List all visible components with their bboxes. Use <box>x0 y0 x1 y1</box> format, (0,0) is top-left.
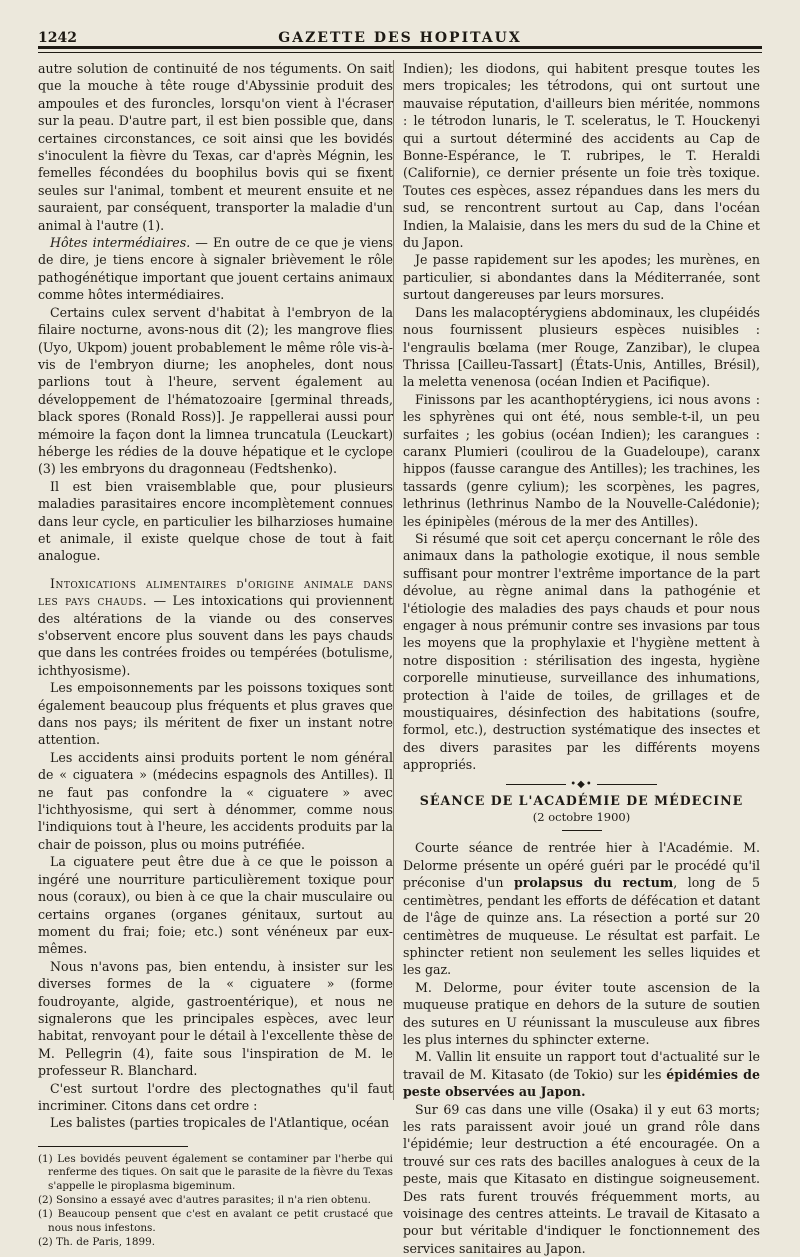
paragraph <box>403 1048 760 1100</box>
section-lead: Intoxications alimentaires d'origine animale dans les pays chauds. <box>38 575 393 609</box>
left-column <box>38 60 393 1251</box>
footnote: (2) Th. de Paris, 1899. <box>38 1236 156 1249</box>
paragraph: Je passe rapidement sur les apodes; les murènes, en particulier, si abondantes dans la Méditerranée, sont surtout dangereuses par leurs morsures. <box>403 252 760 303</box>
bold-term: prolapsus du rectum <box>513 875 674 891</box>
paragraph: Si résumé que soit cet aperçu concernant le rôle des animaux dans la pathologie exotique, il nous semble suffisant pour montrer l'extrême importance de la part dévolue, au règne animal dans la pathogénie et l'étiologie des maladies des pays chauds et pour nous engager à nous prémunir contre ses invasions par tous les moyens que la prophylaxie et l'hygiène mettent à notre disposition : stérilisation des ingesta, hygiène corporelle minutieuse, surveillance des inhumations, protection à l'aide de toiles, de grillages et de moustiquaires, désinfection des habitations (soufre, formol, etc.), destruction systématique des insectes et des divers parasites par les différents moyens appropriés. <box>403 530 760 773</box>
paragraph: Il est bien vraisemblable que, pour plusieurs maladies parasitaires encore incomplètement connues dans leur cycle, en particulier les bilharzioses humaine et animale, il existe quelque chose de tout à fait analogue. <box>38 478 393 564</box>
paragraph: M. Delorme, pour éviter toute ascension de la muqueuse pratique en dehors de la suture de soutien des sutures en U réunissant la musculeuse aux fibres les plus internes du sphincter externe. <box>403 979 760 1047</box>
paragraph: Les accidents ainsi produits portent le nom général de « ciguatera » (médecins espagnols des Antilles). Il ne faut pas confondre la « ciguatere » avec l'ichthyosisme, qui sert à dénommer, comme nous l'indiquions tout à l'heure, les accidents produits par la chair de poisson, plus ou moins putréfiée. <box>38 749 393 852</box>
paragraph: Dans les malacoptérygiens abdominaux, les clupéidés nous fournissent plusieurs espèces nuisibles : l'engraulis bœlama (mer Rouge, Zanzibar), le clupea Thrissa [Cailleu-Tassart] (États-Unis, Antilles, Brésil), la meletta venenosa (océan Indien et Pacifique). <box>403 304 760 390</box>
paragraph: C'est surtout l'ordre des plectognathes qu'il faut incriminer. Citons dans cet ordre : <box>38 1080 393 1113</box>
bold-term: épidémies de peste observées au Japon. <box>403 1066 760 1100</box>
footnote: (1) Beaucoup pensent que c'est en avalant ce petit crustacé que nous nous infestons. <box>38 1208 393 1234</box>
paragraph <box>403 839 760 978</box>
paragraph: Finissons par les acanthoptérygiens, ici nous avons : les sphyrènes qui ont été, nous semble-t-il, un peu surfaites ; les gobius (océan Indien); les carangues : caranx Plumieri (coulirou de la Guadeloupe), caranx hippos (fausse carangue des Antilles); les trachines, les tassards (genre cylium); les scorpènes, les pagres, lethrinus (lethrinus Nambo de la Nouvelle-Calédonie); les épinipèles (mérous de la mer des Antilles). <box>403 391 760 529</box>
paragraph: Certains culex servent d'habitat à l'embryon de la filaire nocturne, avons-nous dit (2); les mangrove flies (Uyo, Ukpom) jouent probablement le même rôle vis-à-vis de l'embryon diurne; les anopheles, dont nous parlions tout à l'heure, servent également au développement de l'hématozoaire [germinal threads, black spores (Ronald Ross)]. Je rappellerai aussi pour mémoire la façon dont la limnea truncatula (Leuckart) héberge les rédies de la douve hépatique et le cyclope (3) les embryons du dragonneau (Fedtshenko). <box>38 304 393 477</box>
paragraph: La ciguatere peut être due à ce que le poisson a ingéré une nourriture particulièrement toxique pour nous (coraux), ou bien à ce que la chair musculaire ou certains organes (organes génitaux, surtout au moment du frai; foie; etc.) sont vénéneux par eux-mêmes. <box>38 854 393 957</box>
footnote: (2) Sonsino a essayé avec d'autres parasites; il n'a rien obtenu. <box>38 1194 371 1206</box>
short-rule <box>562 830 602 831</box>
ornament-separator: •◆• <box>403 780 760 790</box>
header-rule-thick <box>38 46 762 49</box>
paragraph: Les balistes (parties tropicales de l'Atlantique, océan <box>50 1115 390 1131</box>
footnote: (1) Les bovidés peuvent également se contaminer par l'herbe qui renferme des tiques. On sait que le parasite de la fièvre du Texas s'appelle le piroplasma bigeminum. <box>38 1152 393 1192</box>
paragraph-text: , long de 5 centimètres, pendant les efforts de défécation et datant de l'âge de quinze ans. La résection a porté sur 20 centimètres de muqueuse. Le résultat est parfait. Le sphincter retient non seulement les selles liquides et les gaz. <box>403 875 760 978</box>
header-rule-thin <box>38 52 762 53</box>
page-number: 1242 <box>38 30 77 46</box>
paragraph <box>38 234 393 304</box>
column-divider <box>393 60 394 1100</box>
section-lead: Hôtes intermédiaires. <box>50 235 191 251</box>
paragraph-text: M. Vallin lit ensuite un rapport tout d'actualité sur le travail de M. Kitasato (de Tokio) sur les <box>403 1049 760 1082</box>
paragraph: Les empoisonnements par les poissons toxiques sont également beaucoup plus fréquents et plus graves que dans nos pays; ils méritent de fixer un instant notre attention. <box>38 680 393 748</box>
paragraph-body: — Les intoxications qui proviennent des altérations de la viande ou des conserves s'observent encore plus souvent dans les pays chauds que dans les contrées froides ou tempérées (botulisme, ichthyosisme). <box>38 593 393 678</box>
paragraph: Nous n'avons pas, bien entendu, à insister sur les diverses formes de la « ciguatere » (forme foudroyante, algide, gastroentérique), et nous ne signalerons que les principales espèces, avec leur habitat, renvoyant pour le détail à l'excellente thèse de M. Pellegrin (4), faite sous l'inspiration de M. le professeur R. Blanchard. <box>38 958 393 1079</box>
seance-title: SÉANCE DE L'ACADÉMIE DE MÉDECINE <box>419 792 744 808</box>
right-column <box>403 60 760 1257</box>
paragraph: autre solution de continuité de nos téguments. On sait que la mouche à tête rouge d'Abyssinie produit des ampoules et des furoncles, lorsqu'on vient à l'écraser sur la peau. D'autre part, il est bien possible que, dans certaines circonstances, ce soit ainsi que les bovidés s'inoculent la fièvre du Texas, car d'après Mégnin, les femelles fécondées du boophilus bovis qui se fixent seules sur l'animal, tombent et meurent ensuite et ne sauraient, par conséquent, transporter la maladie d'un animal à l'autre (1). <box>38 61 393 233</box>
footnotes <box>38 1153 393 1250</box>
paragraph-body: — En outre de ce que je viens de dire, je tiens encore à signaler brièvement le rôle pathogénétique important que jouent certains animaux comme hôtes intermédiaires. <box>38 235 393 303</box>
paragraph: Sur 69 cas dans une ville (Osaka) il y eut 63 morts; les rats paraissent avoir joué un grand rôle dans l'épidémie; leur destruction a été encouragée. On a trouvé sur ces rats des bacilles analogues à ceux de la peste, mais que Kitasato en distingue soigneusement. Des rats furent trouvés fréquemment morts, au voisinage des centres atteints. Le travail de Kitasato a pour but véritable d'indiquer le fonctionnement des services sanitaires au Japon. <box>403 1101 760 1256</box>
paragraph: Indien); les diodons, qui habitent presque toutes les mers tropicales; les tétrodons, qui ont surtout une mauvaise réputation, d'ailleurs bien méritée, nommons : le tétrodon lunaris, le T. sceleratus, le T. Houckenyi qui a surtout déterminé des accidents au Cap de Bonne-Espérance, le T. rubripes, le T. Heraldi (Californie), ce dernier présente un foie très toxique. Toutes ces espèces, assez répandues dans les mers du sud, se rencontrent surtout au Cap, dans l'océan Indien, la Malaisie, dans les mers du sud de la Chine et du Japon. <box>403 61 760 251</box>
journal-title: GAZETTE DES HOPITAUX <box>278 30 522 46</box>
seance-date: (2 octobre 1900) <box>532 810 631 825</box>
paragraph <box>38 575 393 679</box>
paragraph-text: Courte séance de rentrée hier à l'Académie. M. Delorme présente un opéré guéri par le procédé qu'il préconise d'un <box>403 840 760 891</box>
footnote-rule <box>38 1146 188 1147</box>
